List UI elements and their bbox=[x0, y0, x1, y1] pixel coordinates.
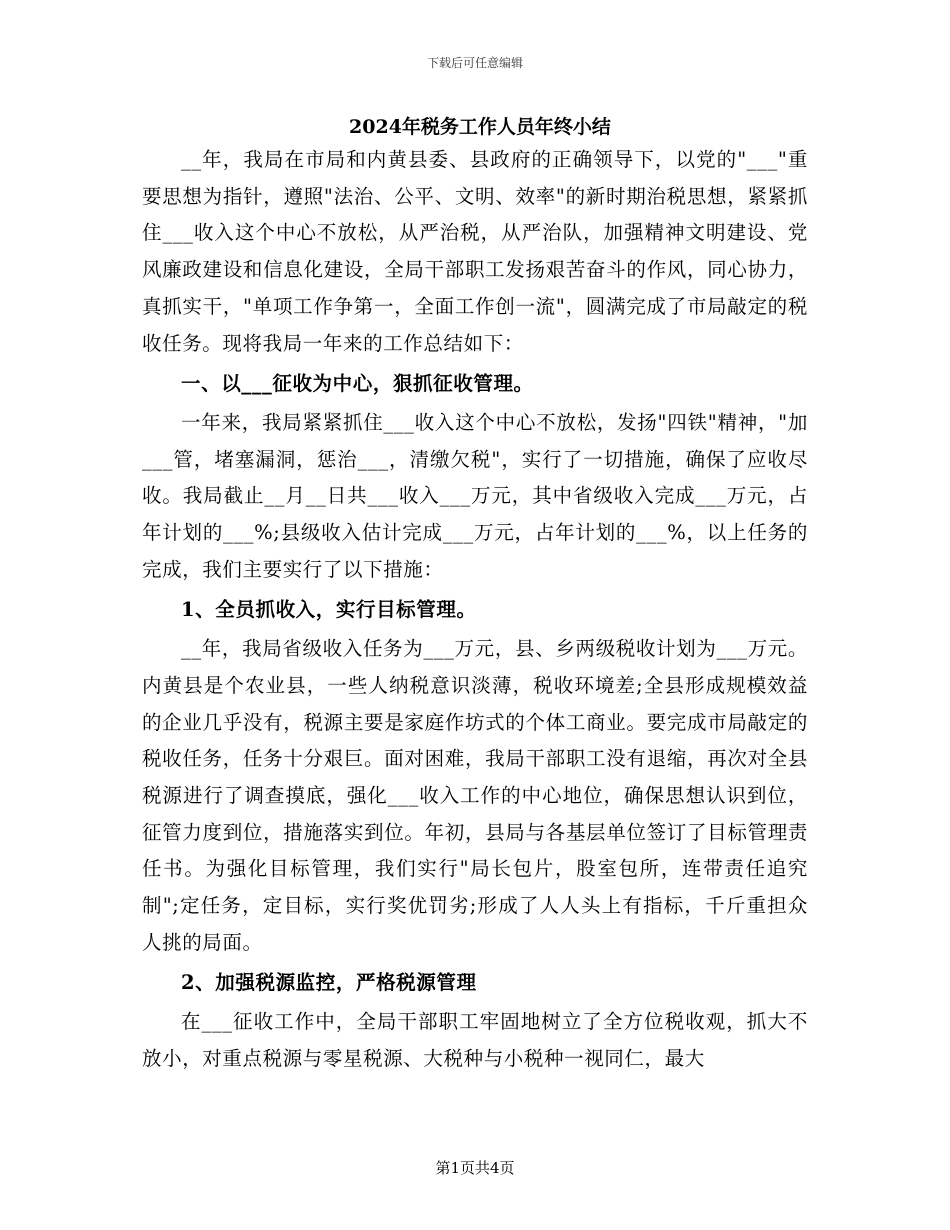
paragraph-subsection-2: 在___征收工作中，全局干部职工牢固地树立了全方位税收观，抓大不放小，对重点税源与零星税源、大税种与小税种一视同仁，最大 bbox=[142, 1010, 808, 1070]
page-number-footer: 第1页共4页 bbox=[435, 1159, 515, 1177]
document-title: 2024年税务工作人员年终小结 bbox=[349, 116, 611, 138]
document-body bbox=[142, 112, 808, 1078]
header-note: 下载后可任意编辑 bbox=[426, 56, 523, 70]
subsection-heading-2: 2、加强税源监控，严格税源管理 bbox=[181, 971, 477, 995]
paragraph-section-1: 一年来，我局紧紧抓住___收入这个中心不放松，发扬"四铁"精神，"加___管，堵塞漏洞，惩治___，清缴欠税"，实行了一切措施，确保了应收尽收。我局截止__月__日共___收入___万元，其中省级收入完成___万元，占年计划的___%;县级收入估计完成___万元，占年计划的___%，以上任务的完成，我们主要实行了以下措施： bbox=[142, 410, 808, 581]
section-heading-1: 一、以___征收为中心，狠抓征收管理。 bbox=[181, 372, 534, 396]
subsection-heading-1: 1、全员抓收入，实行目标管理。 bbox=[181, 598, 477, 622]
paragraph-subsection-1: __年，我局省级收入任务为___万元，县、乡两级税收计划为___万元。内黄县是个农业县，一些人纳税意识淡薄，税收环境差;全县形成规模效益的企业几乎没有，税源主要是家庭作坊式的个体工商业。要完成市局敲定的税收任务，任务十分艰巨。面对困难，我局干部职工没有退缩，再次对全县税源进行了调查摸底，强化___收入工作的中心地位，确保思想认识到位，征管力度到位，措施落实到位。年初，县局与各基层单位签订了目标管理责任书。为强化目标管理，我们实行"局长包片，股室包所，连带责任追究制";定任务，定目标，实行奖优罚劣;形成了人人头上有指标，千斤重担众人挑的局面。 bbox=[142, 637, 808, 954]
paragraph-intro: __年，我局在市局和内黄县委、县政府的正确领导下，以党的"___"重要思想为指针，遵照"法治、公平、文明、效率"的新时期治税思想，紧紧抓住___收入这个中心不放松，从严治税，从严治队，加强精神文明建设、党风廉政建设和信息化建设，全局干部职工发扬艰苦奋斗的作风，同心协力，真抓实干，"单项工作争第一，全面工作创一流"，圆满完成了市局敲定的税收任务。现将我局一年来的工作总结如下： bbox=[142, 148, 808, 355]
